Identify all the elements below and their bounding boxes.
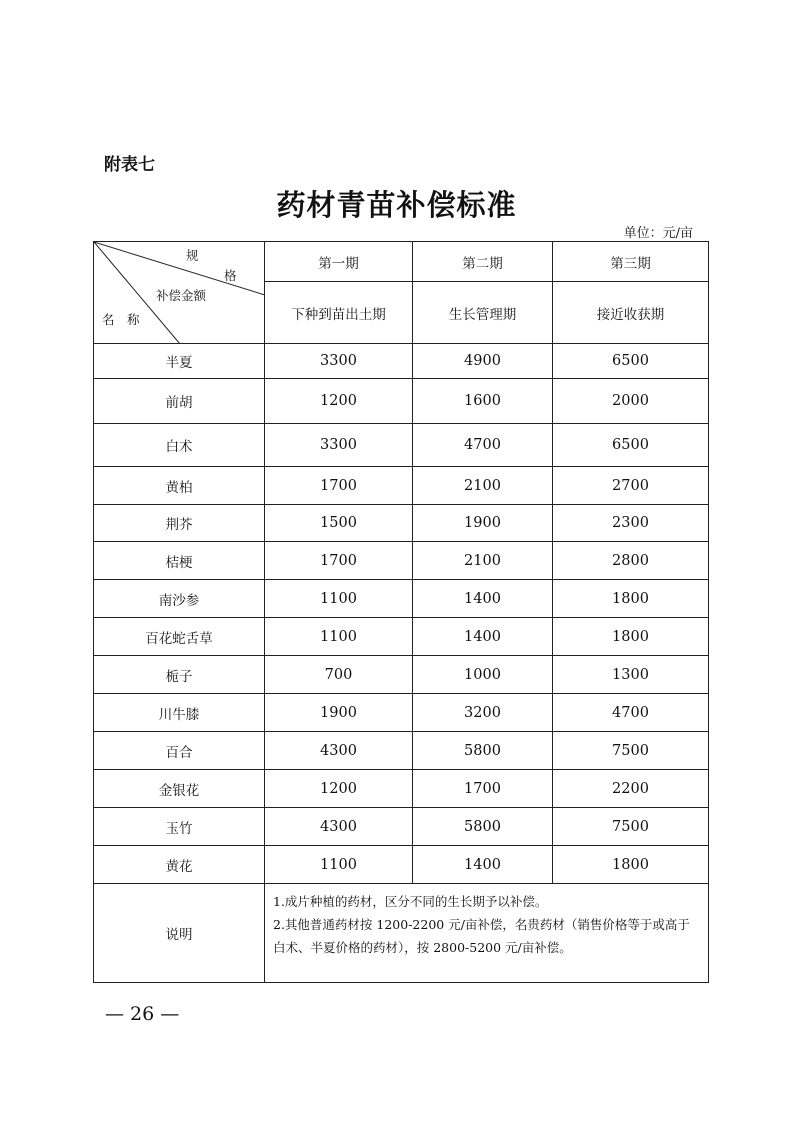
herb-name-cell: 百花蛇舌草 [94,618,265,656]
page-number: — 26 — [105,1003,180,1025]
compensation-value-cell: 6500 [553,424,709,467]
note-line: 1.成片种植的药材，区分不同的生长期予以补偿。 [273,894,548,909]
compensation-value-cell: 1500 [265,505,413,542]
compensation-value-cell: 1700 [413,770,553,808]
herb-name-cell: 半夏 [94,344,265,379]
herb-name-cell: 金银花 [94,770,265,808]
table-row [94,344,709,379]
compensation-value-cell: 2200 [553,770,709,808]
appendix-label: 附表七 [104,155,155,175]
compensation-value-cell: 1200 [265,770,413,808]
compensation-value-cell: 4700 [553,694,709,732]
compensation-value-cell: 2800 [553,542,709,580]
compensation-value-cell: 2000 [553,379,709,424]
compensation-value-cell: 700 [265,656,413,694]
compensation-value-cell: 1800 [553,846,709,884]
table-row [94,656,709,694]
note-row [94,884,709,983]
stage-header-2: 生长管理期 [413,282,553,344]
table-row [94,808,709,846]
herb-name-cell: 黄柏 [94,467,265,505]
note-content [265,884,709,983]
compensation-value-cell: 1100 [265,580,413,618]
table-row [94,846,709,884]
compensation-value-cell: 1300 [553,656,709,694]
stage-header-1: 下种到苗出土期 [265,282,413,344]
compensation-value-cell: 1900 [265,694,413,732]
compensation-value-cell: 1400 [413,846,553,884]
table-row [94,618,709,656]
compensation-value-cell: 1400 [413,618,553,656]
herb-name-cell: 玉竹 [94,808,265,846]
compensation-value-cell: 4300 [265,808,413,846]
table-row [94,580,709,618]
compensation-value-cell: 3300 [265,424,413,467]
corner-label-name: 名 称 [102,312,140,327]
compensation-value-cell: 7500 [553,808,709,846]
compensation-value-cell: 3200 [413,694,553,732]
compensation-value-cell: 1400 [413,580,553,618]
compensation-value-cell: 5800 [413,808,553,846]
compensation-value-cell: 1100 [265,618,413,656]
herb-name-cell: 白术 [94,424,265,467]
compensation-value-cell: 4900 [413,344,553,379]
compensation-value-cell: 4700 [413,424,553,467]
compensation-value-cell: 2100 [413,467,553,505]
herb-name-cell: 栀子 [94,656,265,694]
table-row [94,732,709,770]
compensation-value-cell: 1900 [413,505,553,542]
table-row [94,542,709,580]
compensation-value-cell: 1700 [265,542,413,580]
corner-label-amount: 补偿金额 [156,288,207,303]
page-title: 药材青苗补偿标准 [276,188,517,222]
compensation-value-cell: 1000 [413,656,553,694]
compensation-value-cell: 1100 [265,846,413,884]
compensation-value-cell: 4300 [265,732,413,770]
table-row [94,467,709,505]
herb-name-cell: 桔梗 [94,542,265,580]
herb-name-cell: 前胡 [94,379,265,424]
compensation-value-cell: 1800 [553,618,709,656]
compensation-value-cell: 2700 [553,467,709,505]
table-row [94,424,709,467]
table-row [94,505,709,542]
note-line: 2.其他普通药材按 1200-2200 元/亩补偿，名贵药材（销售价格等于或高于白术、半夏价格的药材），按 2800-5200 元/亩补偿。 [273,917,690,955]
period-header-2: 第二期 [413,242,553,282]
compensation-value-cell: 5800 [413,732,553,770]
period-header-1: 第一期 [265,242,413,282]
herb-name-cell: 黄花 [94,846,265,884]
compensation-value-cell: 1800 [553,580,709,618]
corner-label-spec-2: 格 [224,268,237,283]
unit-label: 单位：元/亩 [623,226,693,241]
herb-name-cell: 百合 [94,732,265,770]
compensation-value-cell: 3300 [265,344,413,379]
compensation-value-cell: 1600 [413,379,553,424]
compensation-value-cell: 2100 [413,542,553,580]
compensation-value-cell: 1700 [265,467,413,505]
compensation-value-cell: 7500 [553,732,709,770]
period-header-3: 第三期 [553,242,709,282]
compensation-table [93,241,709,983]
table-row [94,379,709,424]
corner-label-spec-1: 规 [186,248,199,263]
stage-header-3: 接近收获期 [553,282,709,344]
compensation-value-cell: 6500 [553,344,709,379]
compensation-value-cell: 2300 [553,505,709,542]
corner-header-cell [94,242,265,344]
compensation-value-cell: 1200 [265,379,413,424]
table-row [94,770,709,808]
herb-name-cell: 川牛膝 [94,694,265,732]
herb-name-cell: 荆芥 [94,505,265,542]
note-label: 说明 [94,884,265,983]
table-row [94,694,709,732]
herb-name-cell: 南沙参 [94,580,265,618]
